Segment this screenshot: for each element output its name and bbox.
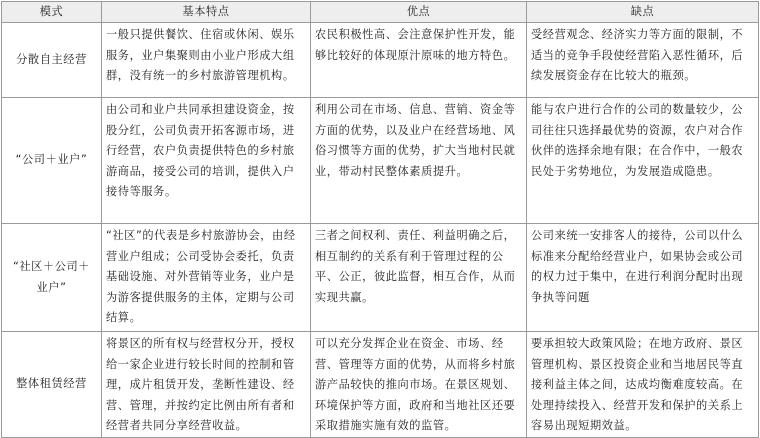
cons-cell: 能与农户进行合作的公司的数量较少，公司往往只选择最优势的资源，农户对合作伙伴的选择余地有限；在合作中，一般农民处于劣势地位，为发展造成隐患。 <box>527 98 759 224</box>
features-cell: 一般只提供餐饮、住宿或休闲、娱乐服务，业户集聚则由小业户形成大组群，没有统一的乡村旅游管理机构。 <box>102 23 311 98</box>
pros-cell: 利用公司在市场、信息、营销、资金等方面的优势，以及业户在经营场地、风俗习惯等方面的优势，扩大当地村民就业，带动村民整体素质提升。 <box>311 98 527 224</box>
features-cell: 由公司和业户共同承担建设资金，按股分红，公司负责开拓客源市场，进行经营，农户负责提供特色的乡村旅游商品，接受公司的培训，提供入户接待等服务。 <box>102 98 311 224</box>
pros-cell: 三者之间权利、责任、利益明确之后，相互制约的关系有利于管理过程的公平、公正，彼此监督，相互合作，从而实现共赢。 <box>311 224 527 332</box>
tourism-modes-table <box>1 1 759 438</box>
table-row <box>2 23 759 98</box>
mode-cell: 整体租赁经营 <box>2 332 102 438</box>
table-row <box>2 224 759 332</box>
mode-cell: 分散自主经营 <box>2 23 102 98</box>
table-row <box>2 98 759 224</box>
header-pros: 优点 <box>311 2 527 23</box>
header-features: 基本特点 <box>102 2 311 23</box>
mode-cell: “公司＋业户” <box>2 98 102 224</box>
features-cell: 将景区的所有权与经营权分开，授权给一家企业进行较长时间的控制和管理，成片租赁开发，垄断性建设、经营、管理，并按约定比例由所有者和经营者共同分享经营收益。 <box>102 332 311 438</box>
pros-cell: 农民积极性高、会注意保护性开发，能够比较好的体现原汁原味的地方特色。 <box>311 23 527 98</box>
cons-cell: 要承担较大政策风险；在地方政府、景区管理机构、景区投资企业和当地居民等直接利益主体之间，达成均衡难度较高。在处理持续投入、经营开发和保护的关系上容易出现短期效益。 <box>527 332 759 438</box>
header-row <box>2 2 759 23</box>
header-mode: 模式 <box>2 2 102 23</box>
cons-cell: 公司来统一安排客人的接待，公司以什么标准来分配给经营业户，如果协会或公司的权力过于集中，在进行利润分配时出现争执等问题 <box>527 224 759 332</box>
pros-cell: 可以充分发挥企业在资金、市场、经营、管理等方面的优势，从而将乡村旅游产品较快的推向市场。在景区规划、环境保护等方面，政府和当地社区还要采取措施实施有效的监管。 <box>311 332 527 438</box>
mode-cell: “社区＋公司＋业户” <box>2 224 102 332</box>
features-cell: “社区”的代表是乡村旅游协会，由经营业户组成；公司受协会委托，负责基础设施、对外营销等业务，业户是为游客提供服务的主体，定期与公司结算。 <box>102 224 311 332</box>
comparison-table-container <box>1 1 759 438</box>
header-cons: 缺点 <box>527 2 759 23</box>
table-row <box>2 332 759 438</box>
cons-cell: 受经营观念、经济实力等方面的限制，不适当的竞争手段使经营陷入恶性循环，后续发展资金存在比较大的瓶颈。 <box>527 23 759 98</box>
